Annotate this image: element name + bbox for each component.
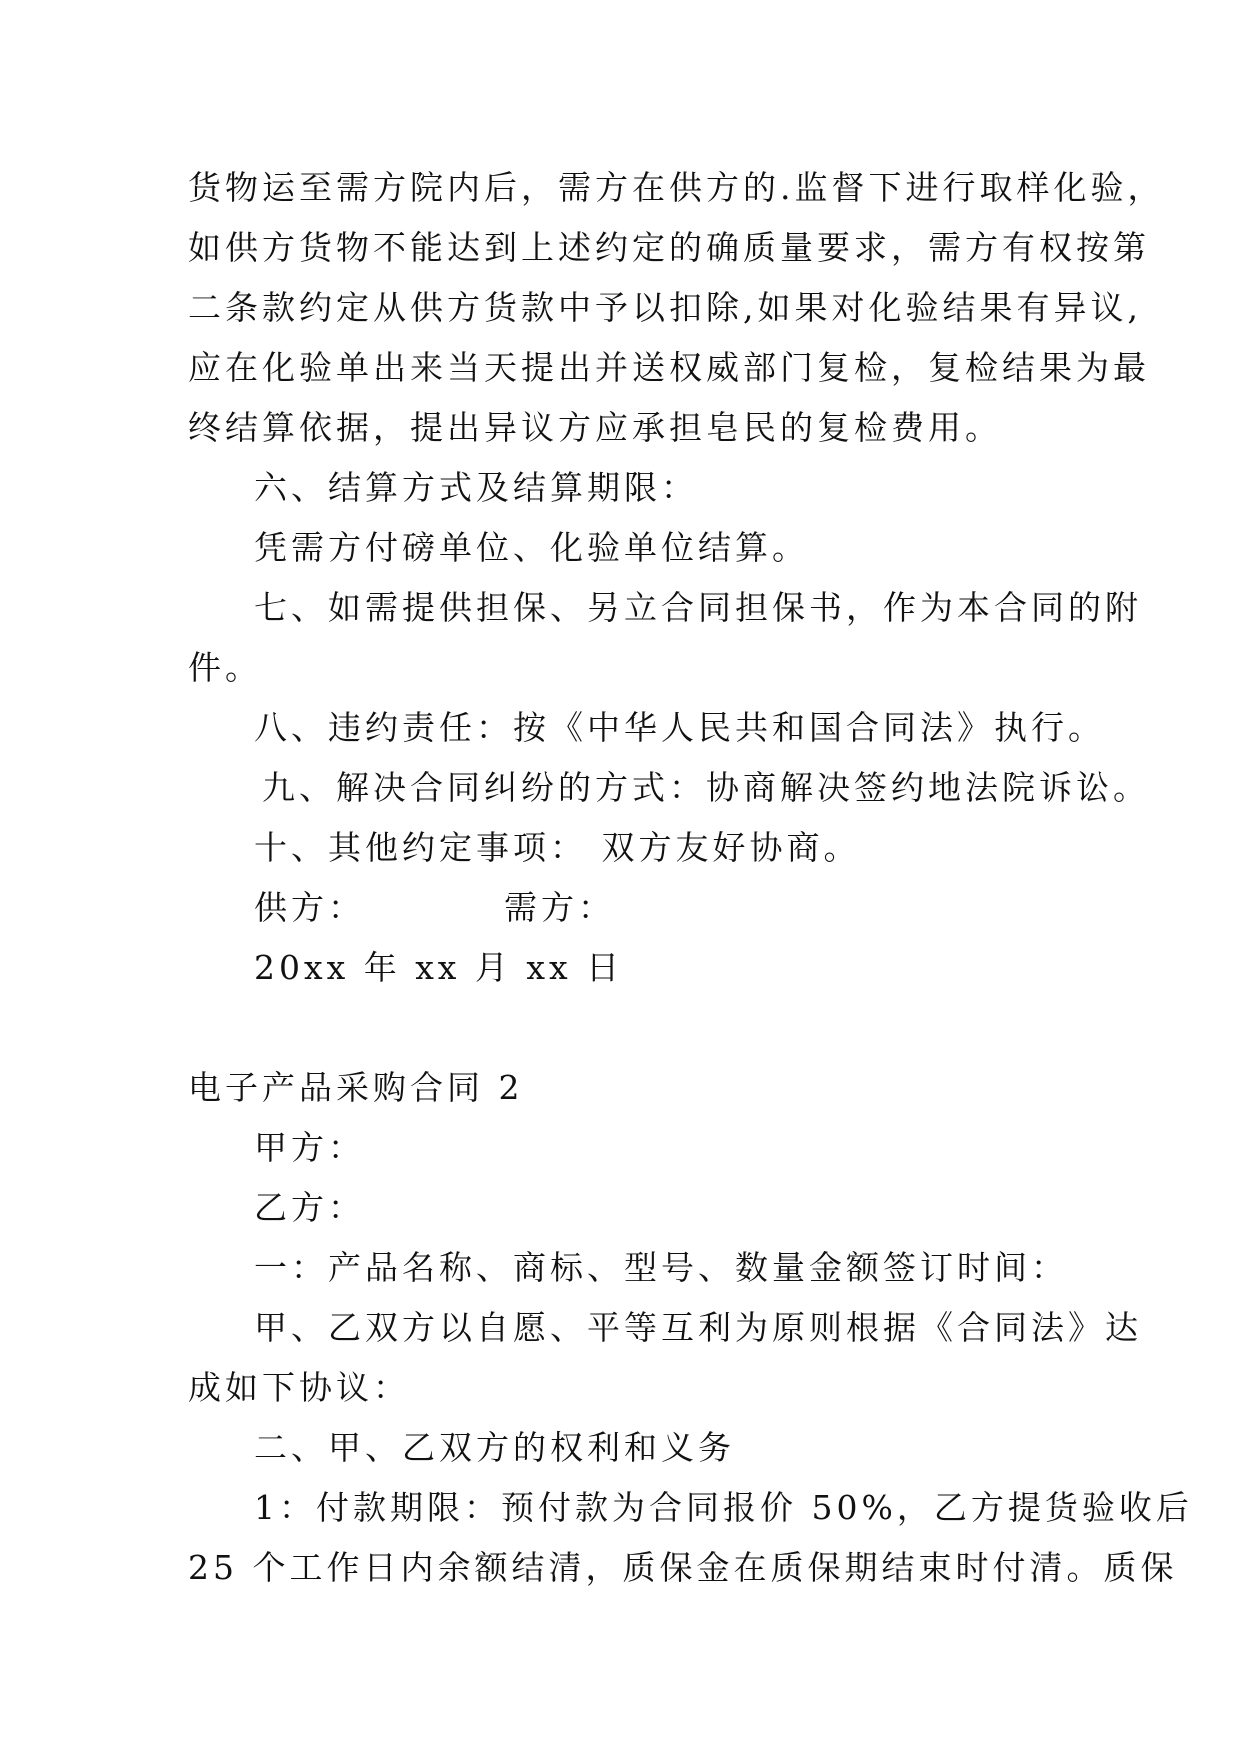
paragraph-line: 甲、乙双方以自愿、平等互利为原则根据《合同法》达: [254, 1308, 1142, 1347]
section-heading: 七、如需提供担保、另立合同担保书，作为本合同的附: [254, 588, 1142, 627]
section-heading: 六、结算方式及结算期限：: [254, 468, 698, 507]
supplier-signature-label: 供方：: [254, 888, 365, 927]
section-heading: 二、甲、乙双方的权利和义务: [254, 1428, 735, 1467]
paragraph-line: 25 个工作日内余额结清，质保金在质保期结束时付清。质保: [188, 1548, 1178, 1587]
paragraph-line: 成如下协议：: [188, 1368, 410, 1407]
buyer-signature-label: 需方：: [504, 888, 615, 927]
paragraph-line: 货物运至需方院内后，需方在供方的.监督下进行取样化验，: [188, 168, 1165, 207]
paragraph-line: 如供方货物不能达到上述约定的确质量要求，需方有权按第: [188, 228, 1150, 267]
paragraph-line: 凭需方付磅单位、化验单位结算。: [254, 528, 809, 567]
section-heading: 九、解决合同纠纷的方式：协商解决签约地法院诉讼。: [262, 768, 1150, 807]
paragraph-line: 1：付款期限：预付款为合同报价 50%，乙方提货验收后: [254, 1488, 1193, 1527]
section-heading: 八、违约责任：按《中华人民共和国合同法》执行。: [254, 708, 1105, 747]
party-a-label: 甲方：: [254, 1128, 365, 1167]
paragraph-line: 应在化验单出来当天提出并送权威部门复检，复检结果为最: [188, 348, 1150, 387]
section-heading: 十、其他约定事项： 双方友好协商。: [254, 828, 861, 867]
paragraph-line: 二条款约定从供方货款中予以扣除,如果对化验结果有异议,: [188, 288, 1142, 327]
party-b-label: 乙方：: [254, 1188, 365, 1227]
paragraph-line: 件。: [188, 648, 262, 687]
date-line: 20xx 年 xx 月 xx 日: [254, 948, 624, 987]
paragraph-line: 终结算依据，提出异议方应承担皂民的复检费用。: [188, 408, 1002, 447]
section-heading: 一：产品名称、商标、型号、数量金额签订时间：: [254, 1248, 1068, 1287]
contract-title: 电子产品采购合同 2: [188, 1068, 524, 1107]
